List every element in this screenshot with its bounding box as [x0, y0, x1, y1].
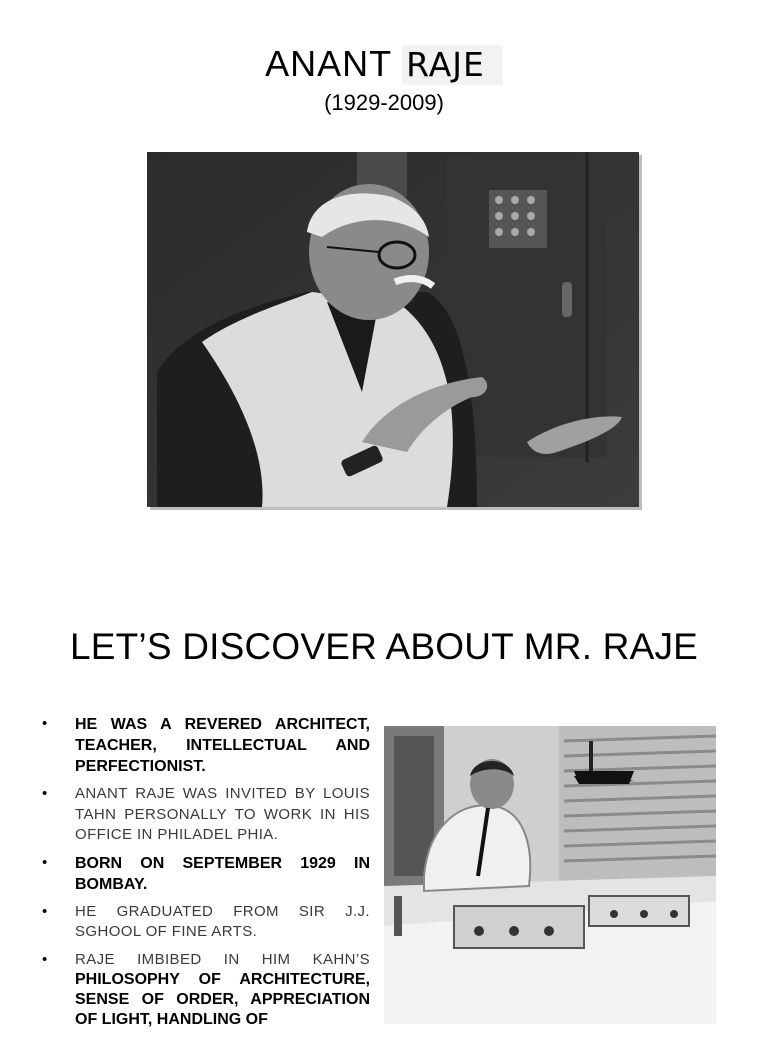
bullet-marker: • — [42, 715, 48, 732]
life-dates: (1929-2009) — [324, 90, 444, 115]
bullet-marker: • — [42, 902, 48, 920]
list-item — [42, 853, 370, 895]
list-item — [42, 950, 370, 1030]
work-photo — [384, 726, 716, 1024]
list-item — [42, 784, 370, 846]
list-item — [42, 902, 370, 943]
portrait-photo — [147, 152, 639, 507]
bullet-text: HE GRADUATED FROM SIR J.J. SGHOOL OF FINE ARTS. — [75, 902, 370, 940]
portrait-illustration — [147, 152, 639, 507]
page-title — [0, 44, 768, 85]
list-item — [42, 714, 370, 777]
work-photo-illustration — [384, 726, 716, 1024]
bullet-marker: • — [42, 853, 48, 871]
bullet-text: ANANT RAJE WAS INVITED BY LOUIS TAHN PERSONALLY TO WORK IN HIS OFFICE IN PHILADEL PHIA. — [75, 785, 370, 843]
title-last-name: RAJE — [402, 45, 503, 85]
bullet-marker: • — [42, 785, 48, 802]
bullet-text: BORN ON SEPTEMBER 1929 IN BOMBAY. — [75, 854, 370, 893]
bullet-text-light: RAJE IMBIBED IN HIM KAHN’S — [75, 950, 370, 968]
bullet-text: HE WAS A REVERED ARCHITECT, TEACHER, INTELLECTUAL AND PERFECTIONIST. — [75, 716, 370, 775]
bullet-marker: • — [42, 950, 48, 968]
title-first-name: ANANT — [265, 43, 393, 84]
bullet-text — [75, 950, 370, 1030]
section-heading: LET’S DISCOVER ABOUT MR. RAJE — [69, 626, 699, 667]
bio-bullet-list — [42, 714, 370, 1037]
bullet-text-strong: PHILOSOPHY OF ARCHITECTURE, SENSE OF ORDER, APPRECIATION OF LIGHT, HANDLING OF — [75, 970, 370, 1028]
